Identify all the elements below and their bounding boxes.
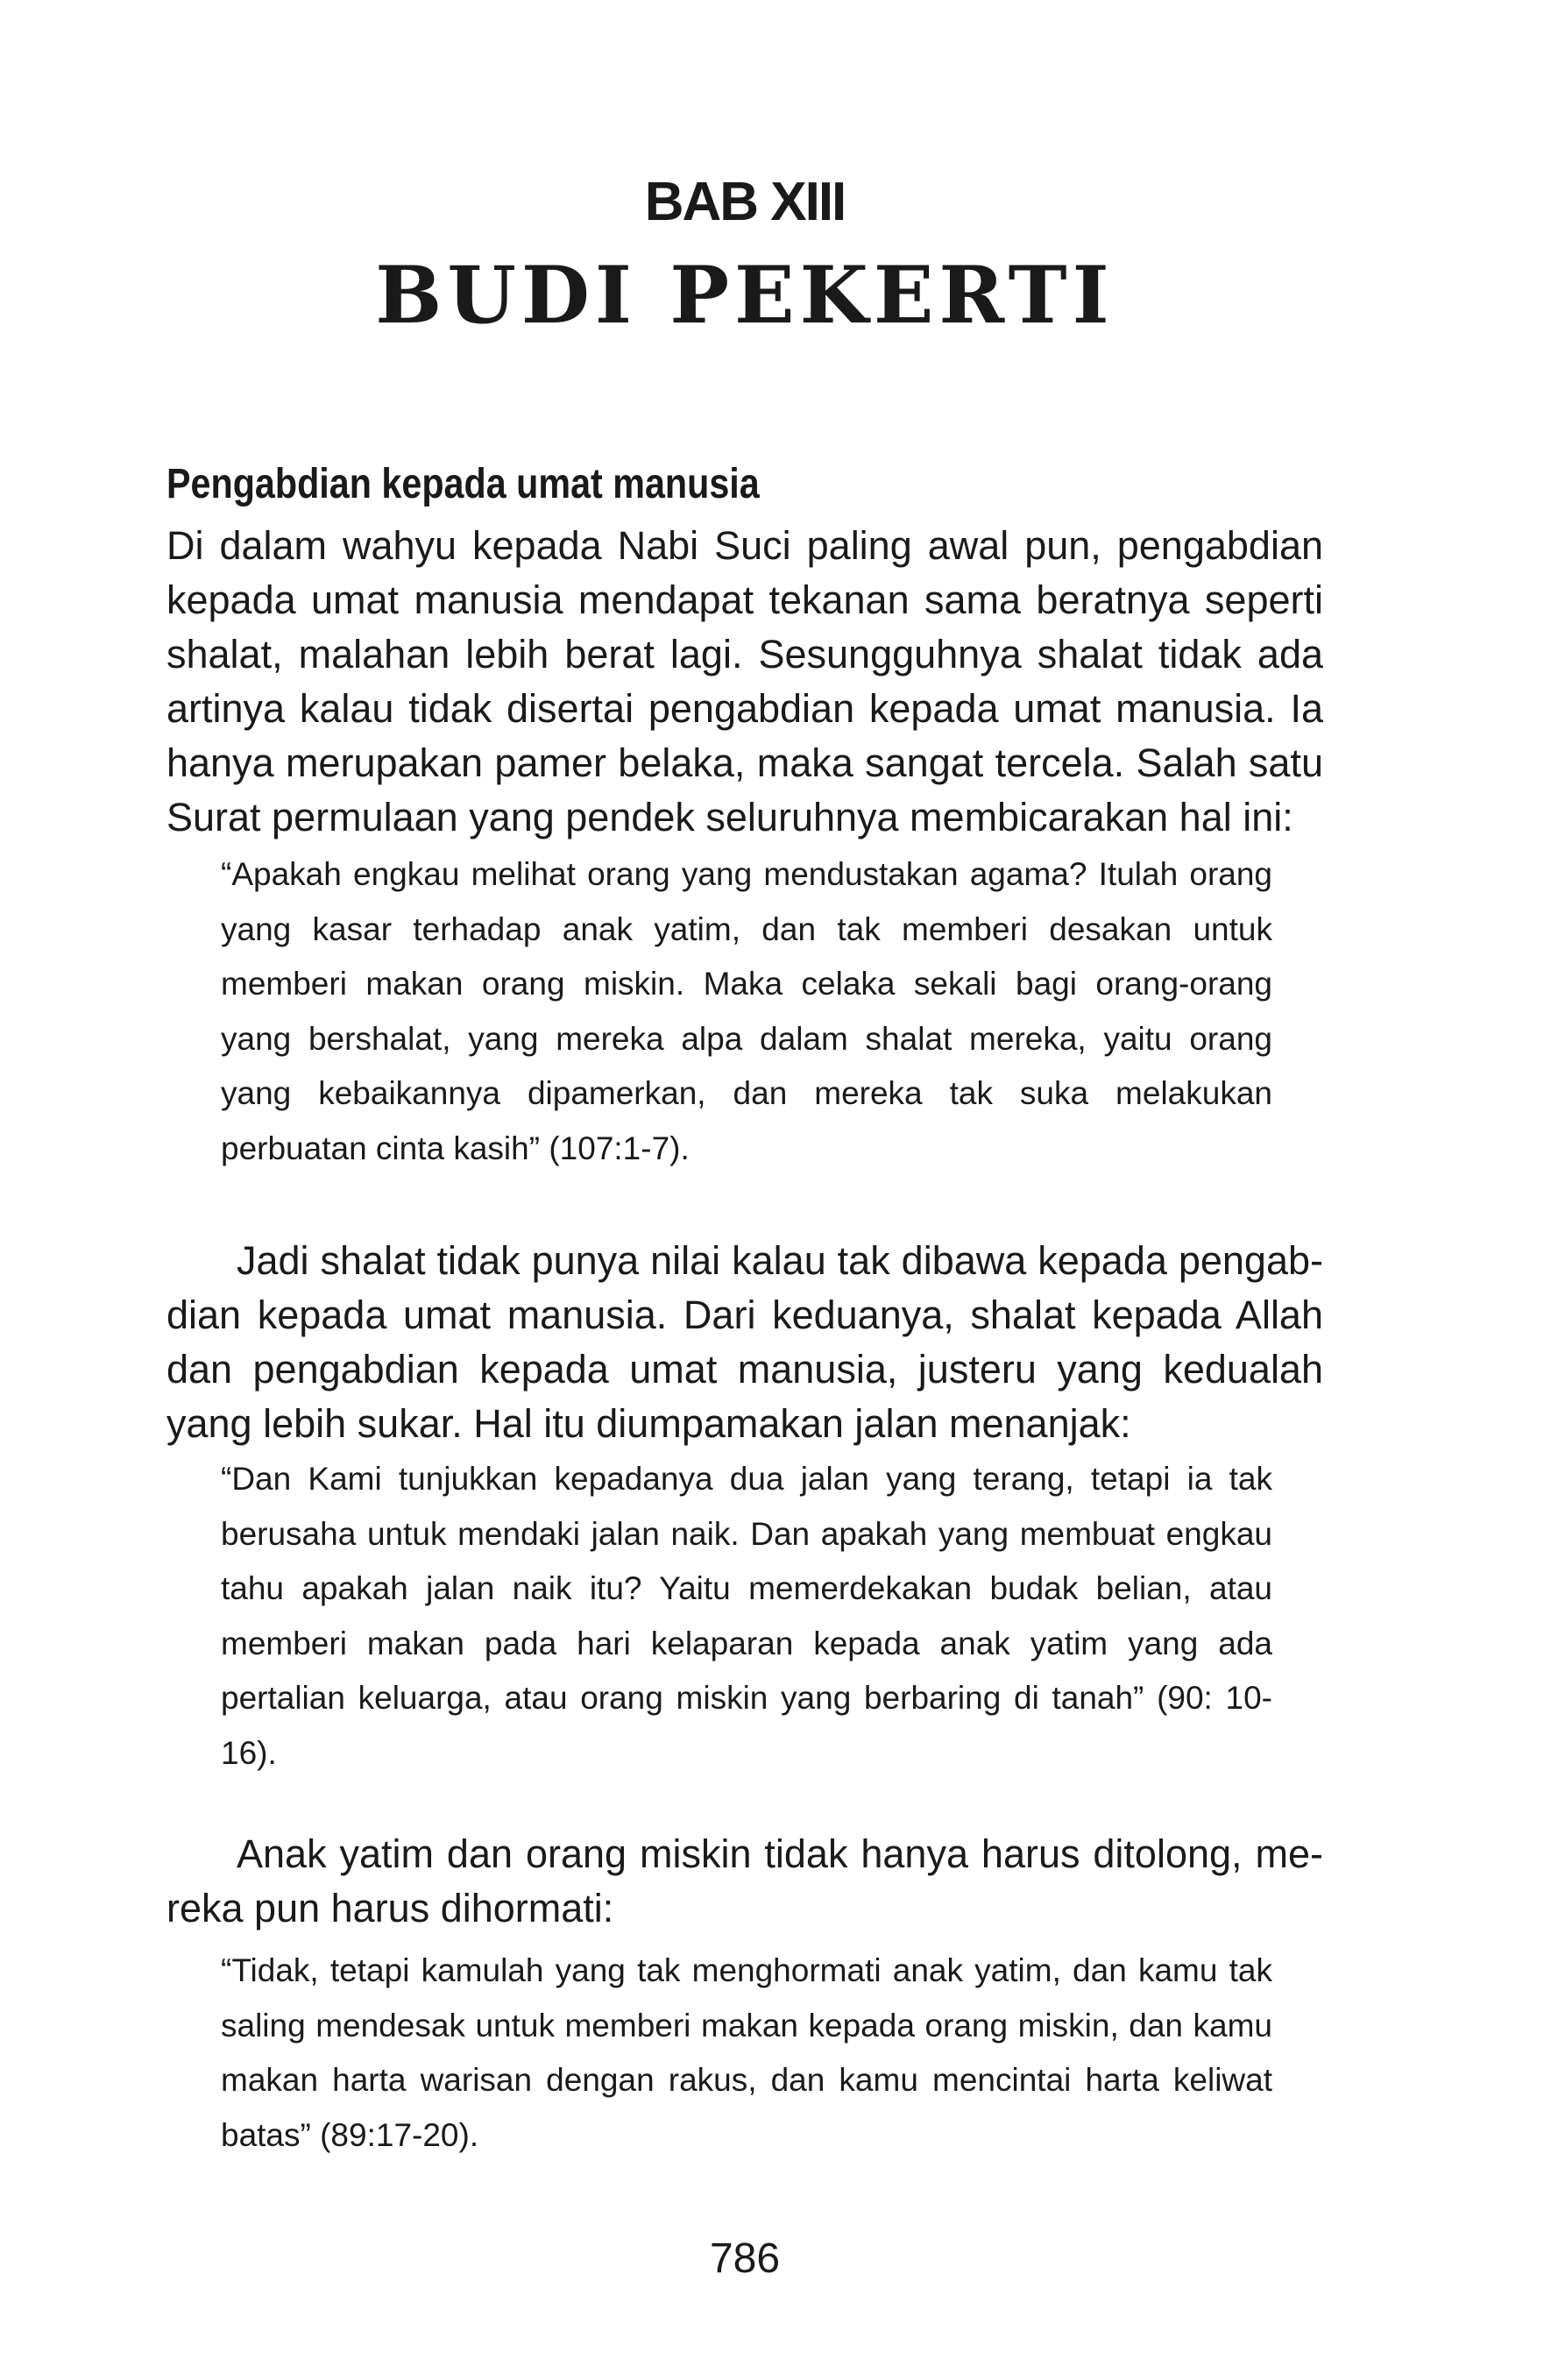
- block-quote: “Apakah engkau melihat orang yang mendustakan agama? Itulah orang yang kasar terhadap anak yatim, dan tak memberi desakan untuk memberi makan orang miskin. Maka celaka sekali bagi orang-orang yang bershalat, yang mereka alpa dalam shalat mereka, yaitu orang yang kebaikannya dipamerkan, dan mereka tak suka melakukan perbuatan cinta kasih” (107:1-7).: [221, 856, 1272, 1166]
- body-paragraph: Anak yatim dan orang miskin tidak hanya harus ditolong, mereka pun harus dihormati:: [166, 1831, 1323, 1930]
- block-quote: “Dan Kami tunjukkan kepadanya dua jalan yang terang, tetapi ia tak berusaha untuk mendaki jalan naik. Dan apakah yang membuat engkau tahu apakah jalan naik itu? Yaitu memerdekakan budak belian, atau memberi makan pada hari kelaparan kepada anak yatim yang ada pertalian keluarga, atau orang miskin yang berbaring di tanah” (90: 10-16).: [221, 1461, 1272, 1771]
- section-heading: Pengabdian kepada umat manusia: [166, 461, 760, 507]
- body-paragraph: Di dalam wahyu kepada Nabi Suci paling awal pun, pengabdian kepada umat manusia mendapat tekanan sama beratnya seperti shalat, malahan lebih berat lagi. Sesungguhnya shalat tidak ada artinya kalau tidak disertai pengabdian kepada umat manusia. Ia hanya merupakan pamer belaka, maka sangat tercela. Salah satu Surat permulaan yang pendek seluruhnya membicarakan hal ini:: [166, 523, 1323, 839]
- body-paragraph: Jadi shalat tidak punya nilai kalau tak dibawa kepada pengabdian kepada umat manusia. Dari keduanya, shalat kepada Allah dan pengabdian kepada umat manusia, justeru yang kedualah yang lebih sukar. Hal itu diumpamakan jalan menanjak:: [166, 1238, 1323, 1446]
- block-quote: “Tidak, tetapi kamulah yang tak menghormati anak yatim, dan kamu tak saling mendesak untuk memberi makan kepada orang miskin, dan kamu makan harta warisan dengan rakus, dan kamu mencintai harta keliwat batas” (89:17-20).: [221, 1952, 1272, 2153]
- chapter-label: BAB XIII: [644, 172, 846, 232]
- chapter-title: BUDI PEKERTI: [375, 249, 1115, 342]
- page-number: 786: [709, 2235, 781, 2282]
